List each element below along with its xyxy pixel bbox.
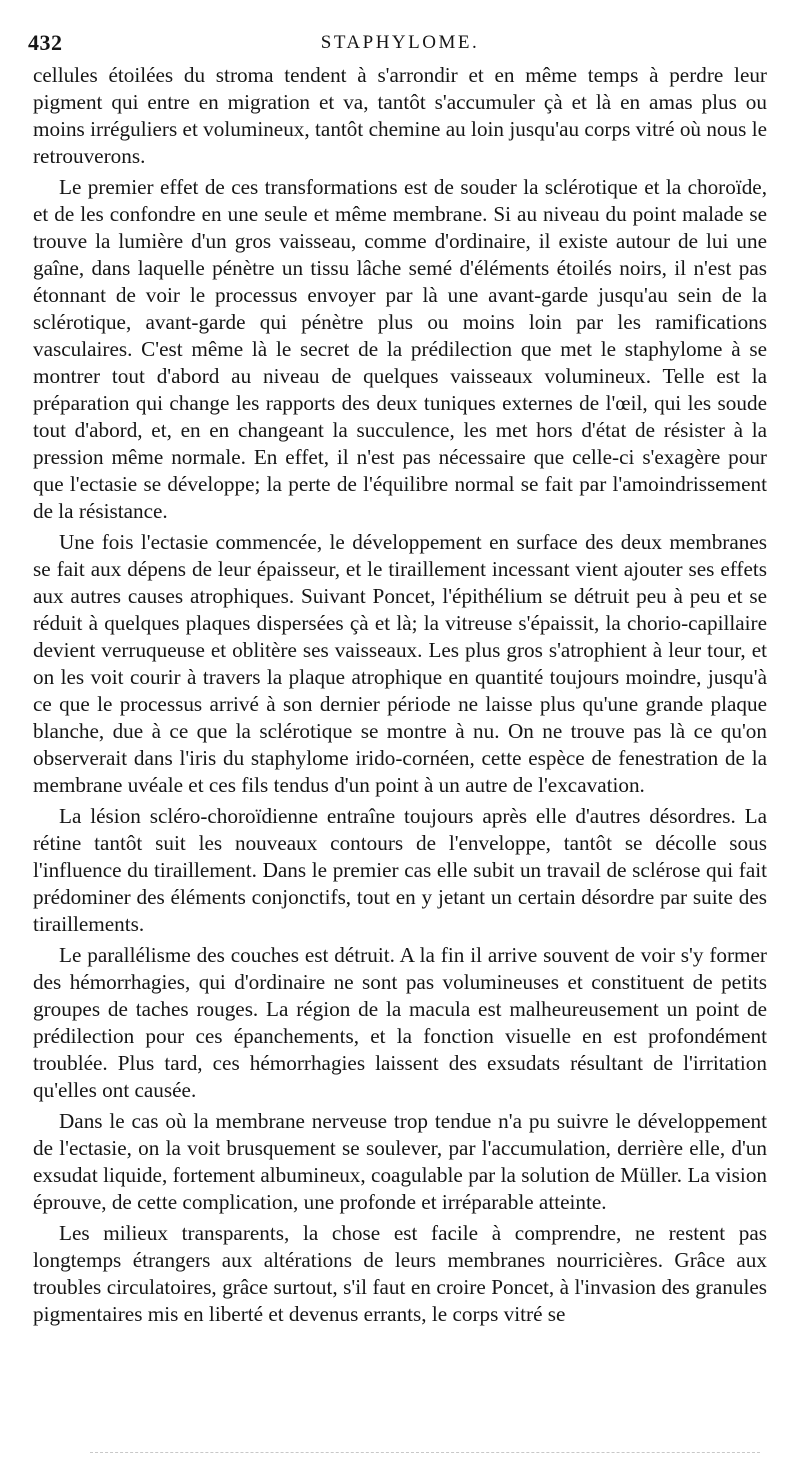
paragraph: La lésion scléro-choroïdienne entraîne toujours après elle d'autres désordres. La rétine tantôt suit les nouveaux contours de l'enveloppe, tantôt se décolle sous l'influence du tiraillement. Dans le premier cas elle subit un travail de sclérose qui fait prédominer des éléments conjonctifs, tout en y jetant un certain désordre par suite des tiraillements. (33, 804, 767, 936)
body-text (33, 62, 767, 1332)
running-head (28, 30, 772, 58)
running-title: STAPHYLOME. (320, 32, 480, 53)
paragraph: Le parallélisme des couches est détruit. A la fin il arrive souvent de voir s'y former des hémorrhagies, qui d'ordinaire ne sont pas volumineuses et constituent de petits groupes de taches rouges. La région de la macula est malheureusement un point de prédilection pour ces épanchements, et la fonction visuelle en est profondément troublée. Plus tard, ces hémorrhagies laissent des exsudats résultant de l'irritation qu'elles ont causée. (33, 943, 767, 1102)
bleed-through-line (90, 1452, 760, 1453)
page-number: 432 (28, 30, 63, 55)
paragraph-continued: cellules étoilées du stroma tendent à s'arrondir et en même temps à perdre leur pigment qui entre en migration et va, tantôt s'accumuler çà et là en amas plus ou moins irréguliers et volumineux, tantôt chemine au loin jusqu'au corps vitré où nous le retrouverons. (33, 63, 767, 168)
paragraph: Les milieux transparents, la chose est facile à comprendre, ne restent pas longtemps étrangers aux altérations de leurs membranes nourricières. Grâce aux troubles circulatoires, grâce surtout, s'il faut en croire Poncet, à l'invasion des granules pigmentaires mis en liberté et devenus errants, le corps vitré se (33, 1221, 767, 1326)
paragraph: Dans le cas où la membrane nerveuse trop tendue n'a pu suivre le développement de l'ectasie, on la voit brusquement se soulever, par l'accumulation, derrière elle, d'un exsudat liquide, fortement albumineux, coagulable par la solution de Müller. La vision éprouve, de cette complication, une profonde et irréparable atteinte. (33, 1109, 767, 1214)
paragraph: Le premier effet de ces transformations est de souder la sclérotique et la choroïde, et de les confondre en une seule et même membrane. Si au niveau du point malade se trouve la lumière d'un gros vaisseau, comme d'ordinaire, il existe autour de lui une gaîne, dans laquelle pénètre un tissu lâche semé d'éléments étoilés noirs, il n'est pas étonnant de voir le processus envoyer par là une avant-garde jusqu'au sein de la sclérotique, avant-garde qui pénètre plus ou moins loin par les ramifications vasculaires. C'est même là le secret de la prédilection que met le staphylome à se montrer tout d'abord au niveau de quelques vaisseaux volumineux. Telle est la préparation qui change les rapports des deux tuniques externes de l'œil, qui les soude tout d'abord, et, en en changeant la succulence, les met hors d'état de résister à la pression même normale. En effet, il n'est pas nécessaire que celle-ci s'exagère pour que l'ectasie se développe; la perte de l'équilibre normal se fait par l'amoindrissement de la résistance. (33, 175, 767, 523)
paragraph: Une fois l'ectasie commencée, le développement en surface des deux membranes se fait aux dépens de leur épaisseur, et le tiraillement incessant vient ajouter ses effets aux autres causes atrophiques. Suivant Poncet, l'épithélium se détruit peu à peu et se réduit à quelques plaques dispersées çà et là; la vitreuse s'épaissit, la chorio-capillaire devient verruqueuse et oblitère ses vaisseaux. Les plus gros s'atrophient à leur tour, et on les voit courir à travers la plaque atrophique en quantité toujours moindre, jusqu'à ce que le processus arrivé à son dernier période ne laisse plus qu'une grande plaque blanche, due à ce que la sclérotique se montre à nu. On ne trouve pas là ce qu'on observerait dans l'iris du staphylome irido-cornéen, cette espèce de fenestration de la membrane uvéale et ces fils tendus d'un point à un autre de l'excavation. (33, 530, 767, 797)
